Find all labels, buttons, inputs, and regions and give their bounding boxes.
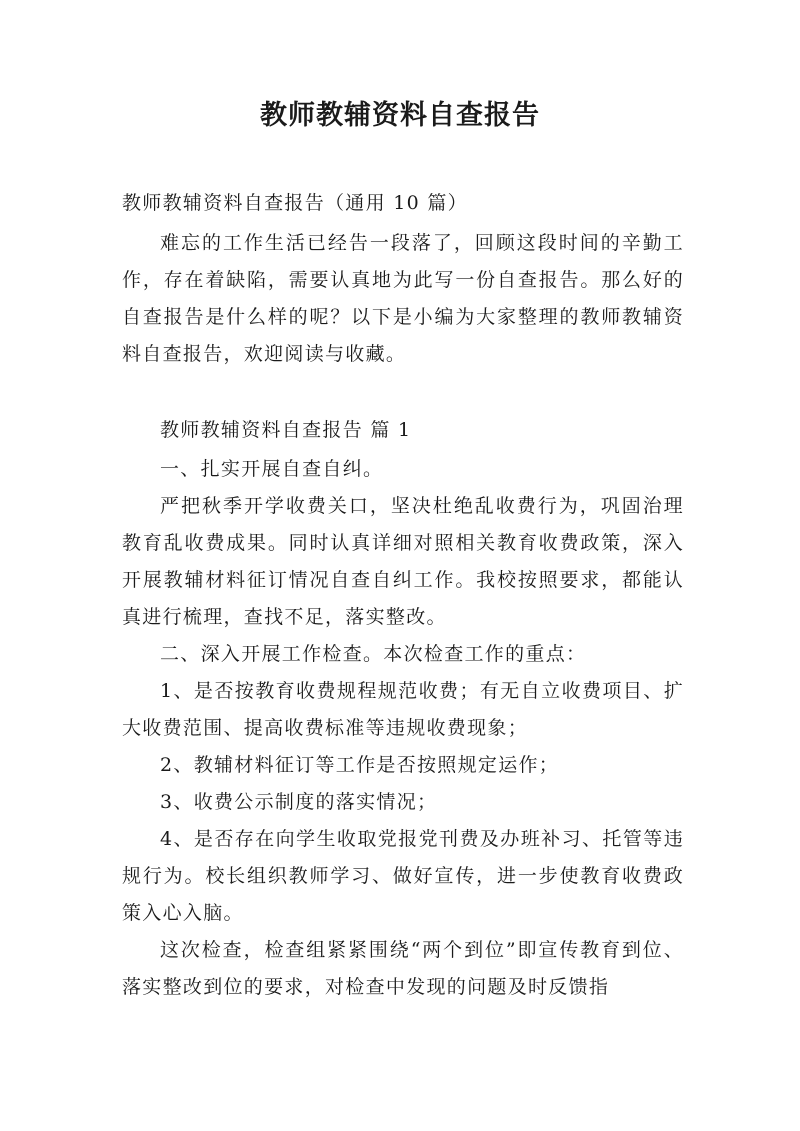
- section-heading: 教师教辅资料自查报告 篇 1: [160, 419, 412, 441]
- intro-block: [122, 225, 684, 373]
- paragraph: 一、扎实开展自查自纠。: [160, 458, 384, 480]
- paragraph: 1、是否按教育收费规程规范收费；有无自立收费项目、扩大收费范围、提高收费标准等违规收费现象；: [122, 680, 684, 739]
- paragraph: 2、教辅材料征订等工作是否按照规定运作；: [160, 754, 560, 776]
- document-title: 教师教辅资料自查报告: [260, 100, 540, 131]
- paragraph: 4、是否存在向学生收取党报党刊费及办班补习、托管等违规行为。校长组织教师学习、做好宣传，进一步使教育收费政策入心入脑。: [122, 828, 684, 924]
- paragraph: 二、深入开展工作检查。本次检查工作的重点：: [160, 643, 587, 665]
- paragraph: 这次检查，检查组紧紧围绕“两个到位”即宣传教育到位、落实整改到位的要求，对检查中发现的问题及时反馈指: [122, 939, 684, 998]
- section-1: [122, 412, 684, 1006]
- paragraph: 严把秋季开学收费关口，坚决杜绝乱收费行为，巩固治理教育乱收费成果。同时认真详细对照相关教育收费政策，深入开展教辅材料征订情况自查自纠工作。我校按照要求，都能认真进行梳理，查找不足，落实整改。: [122, 495, 684, 628]
- intro-paragraph: 难忘的工作生活已经告一段落了，回顾这段时间的辛勤工作，存在着缺陷，需要认真地为此写一份自查报告。那么好的自查报告是什么样的呢？以下是小编为大家整理的教师教辅资料自查报告，欢迎阅读与收藏。: [122, 232, 684, 365]
- paragraph: 3、收费公示制度的落实情况；: [160, 791, 438, 813]
- document-subtitle: 教师教辅资料自查报告（通用 10 篇）: [122, 192, 468, 214]
